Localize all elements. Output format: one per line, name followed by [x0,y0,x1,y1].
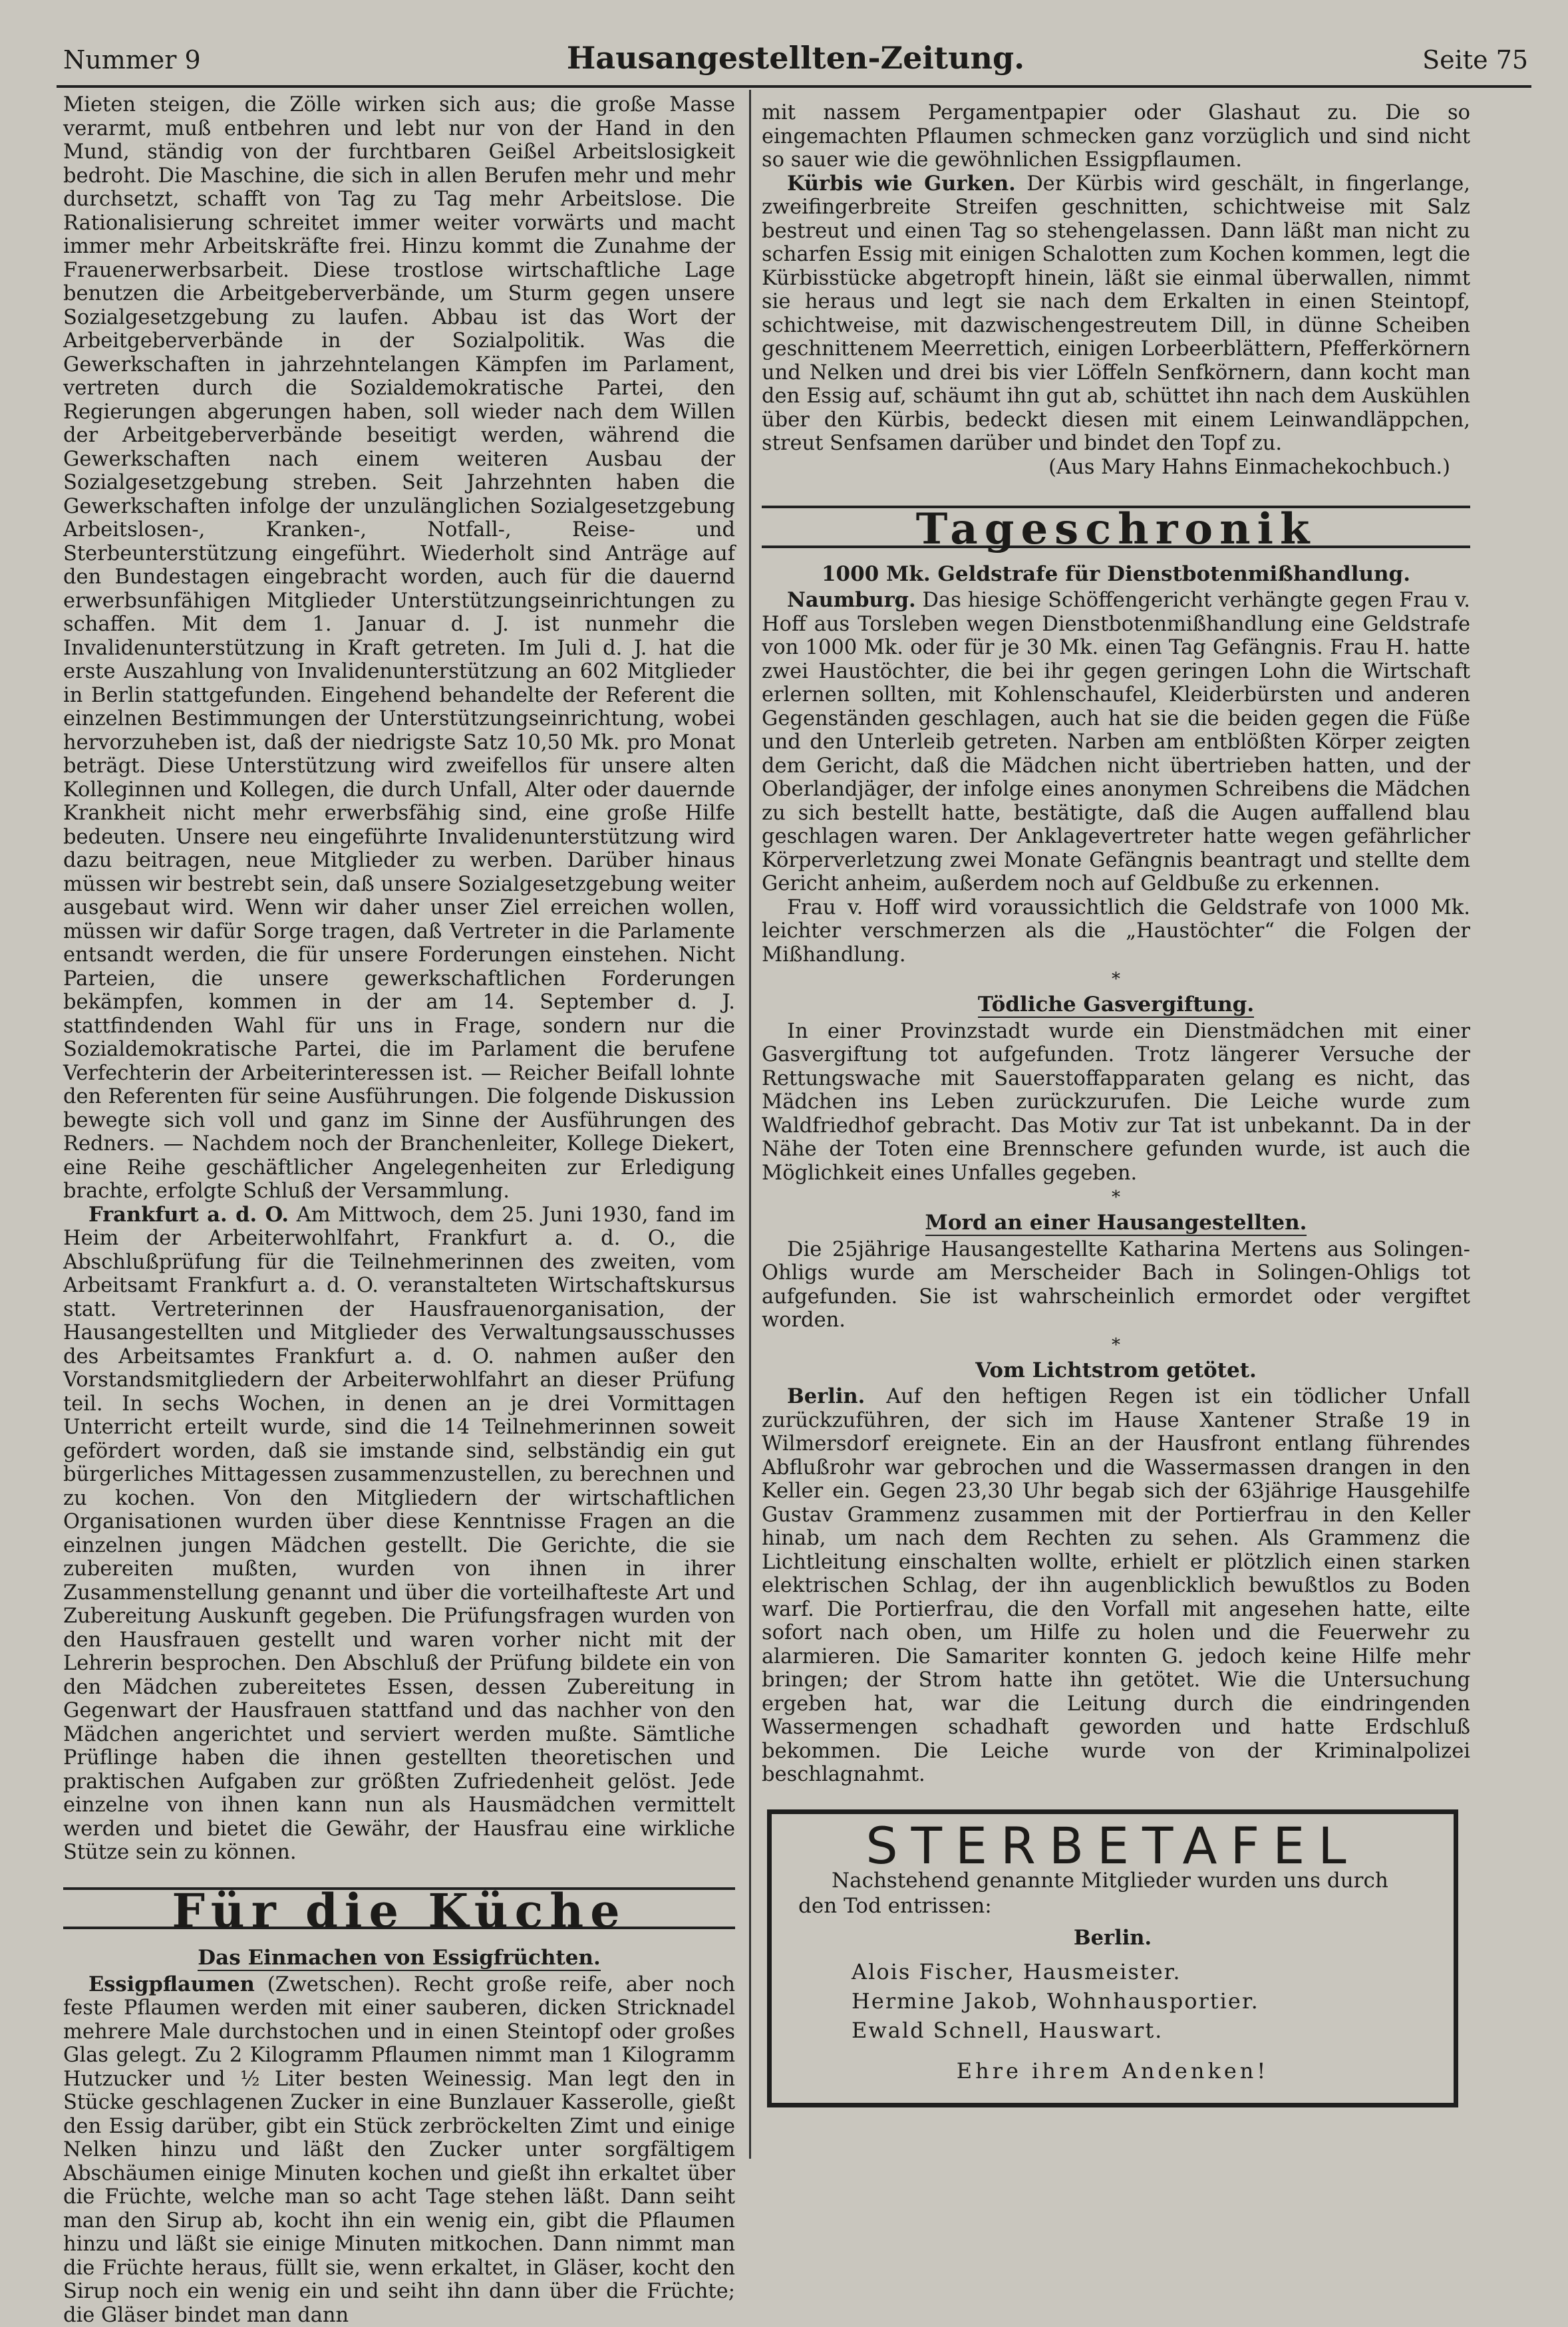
electrocution-article-paragraph [762,1385,1470,1787]
right-column [762,101,1470,2107]
essigpflaumen-paragraph [63,1973,735,2327]
obituary-title: STERBETAFEL [798,1834,1427,1858]
page-header [63,40,1528,80]
gas-article-title-text: Tödliche Gasvergiftung. [978,993,1254,1018]
separator-asterisk: * [762,1187,1470,1207]
murder-article-title-text: Mord an einer Hausangestellten. [925,1211,1307,1236]
frankfurt-paragraph [63,1203,735,1865]
separator-asterisk: * [762,969,1470,989]
electrocution-article-text: Auf den heftigen Regen ist ein tödlicher Unfall zurückzuführen, der sich im Hause Xantener Straße 19 in Wilmersdorf ereignete. Ein an der Hausfront entlang führendes Abflußrohr war gebrochen und die Wassermassen drangen in den Keller ein. Gegen 23,30 Uhr begab sich der 63jährige Hausgehilfe Gustav Grammenz zusammen mit der Portierfrau in den Keller hinab, um nach dem Rechten zu sehen. Als Grammenz die Lichtleitung einschalten wollte, erhielt er plötzlich einen starken elektrischen Schlag, der ihn augenblicklich bewußtlos zu Boden warf. Die Portierfrau, die den Vorfall mit angesehen hatte, eilte sofort nach oben, um Hilfe zu holen und die Feuerwehr zu alarmieren. Die Samariter konnten G. jedoch keine Hilfe mehr bringen; der Strom hatte ihn getötet. Wie die Untersuchung ergeben hat, war die Leitung durch die eindringenden Wassermengen schadhaft geworden und hatte Erdschluß bekommen. Die Leiche wurde von der Kriminalpolizei beschlagnahmt. [762,1385,1470,1786]
obituary-footer: Ehre ihrem Andenken! [798,2060,1427,2084]
murder-article-title [762,1211,1470,1235]
left-column [63,93,735,2327]
union-report-paragraph: Mieten steigen, die Zölle wirken sich aus; die große Masse verarmt, muß entbehren und lebt nur von der Hand in den Mund, ständig von der furchtbaren Geißel Arbeitslosigkeit bedroht. Die Maschine, die sich in allen Berufen mehr und mehr durchsetzt, schafft von Tag zu Tag mehr Arbeitslose. Die Rationalisierung schreitet immer weiter vorwärts und macht immer mehr Arbeitskräfte frei. Hinzu kommt die Zunahme der Frauenerwerbsarbeit. Diese trostlose wirtschaftliche Lage benutzen die Arbeitgeberverbände, um Sturm gegen unsere Sozialgesetzgebung zu laufen. Abbau ist das Wort der Arbeitgeberverbände in der Sozialpolitik. Was die Gewerkschaften in jahrzehntelangen Kämpfen im Parlament, vertreten durch die Sozialdemokratische Partei, den Regierungen abgerungen haben, soll wieder nach dem Willen der Arbeitgeberverbände beseitigt werden, während die Gewerkschaften nach einem weiteren Ausbau der Sozialgesetzgebung streben. Seit Jahrzehnten haben die Gewerkschaften infolge der unzulänglichen Sozialgesetzgebung Arbeitslosen-, Kranken-, Notfall-, Reise- und Sterbeunterstützung eingeführt. Wiederholt sind Anträge auf den Bundestagen eingebracht worden, auch für die dauernd erwerbsunfähigen Mitglieder Unterstützungseinrichtungen zu schaffen. Mit dem 1. Januar d. J. ist nunmehr die Invalidenunterstützung in Kraft getreten. Im Juli d. J. hat die erste Auszahlung von Invalidenunterstützung an 602 Mitglieder in Berlin stattgefunden. Eingehend behandelte der Referent die einzelnen Bestimmungen der Unterstützungseinrichtung, wobei hervorzuheben ist, daß der niedrigste Satz 10,50 Mk. pro Monat beträgt. Diese Unterstützung wird zweifellos für unsere alten Kolleginnen und Kollegen, die durch Unfall, Alter oder dauernde Krankheit nicht mehr erwerbsfähig sind, eine große Hilfe bedeuten. Unsere neu eingeführte Invalidenunterstützung wird dazu beitragen, neue Mitglieder zu werben. Darüber hinaus müssen wir bestrebt sein, daß unsere Sozialgesetzgebung weiter ausgebaut wird. Wenn wir daher unser Ziel erreichen wollen, müssen wir dafür Sorge tragen, daß Vertreter in die Parlamente entsandt werden, die für unsere Forderungen einstehen. Nicht Parteien, die unsere gewerkschaftlichen Forderungen bekämpfen, kommen in der am 14. September d. J. stattfindenden Wahl für uns in Frage, sondern nur die Sozialdemokratische Partei, die im Parlament die berufene Verfechterin der Arbeiterinteressen ist. — Reicher Beifall lohnte den Referenten für seine Ausführungen. Die folgende Diskussion bewegte sich voll und ganz im Sinne der Ausführungen des Redners. — Nachdem noch der Branchenleiter, Kollege Diekert, eine Reihe geschäftlicher Angelegenheiten zur Erledigung brachte, erfolgte Schluß der Versammlung. [63,93,735,1203]
fine-article-title: 1000 Mk. Geldstrafe für Dienstbotenmißhandlung. [762,563,1470,587]
obituary-name: Hermine Jakob, Wohnhausportier. [798,1986,1427,2016]
obituary-intro: Nachstehend genannte Mitglieder wurden uns durch den Tod entrissen: [798,1868,1427,1919]
frankfurt-keyword: Frankfurt a. d. O. [88,1203,289,1227]
kuerbis-keyword: Kürbis wie Gurken. [787,172,1016,196]
separator-asterisk: * [762,1335,1470,1355]
kuerbis-text: Der Kürbis wird geschält, in fingerlange, zweifingerbreite Streifen geschnitten, schichtweise mit Salz bestreut und einen Tag so stehengelassen. Dann läßt man nicht zu scharfen Essig mit einigen Schalotten zum Kochen kommen, legt die Kürbisstücke abgetropft hinein, läßt sie einmal überwallen, nimmt sie heraus und legt sie nach dem Erkalten in einen Steintopf, schichtweise, mit dazwischengestreutem Dill, in dünne Scheiben geschnittenem Meerrettich, einigen Lorbeerblättern, Pfefferkörnern und Nelken und drei bis vier Löffeln Senfkörnern, dann kocht man den Essig auf, schäumt ihn gut ab, schüttet ihn nach dem Auskühlen über den Kürbis, bedeckt diesen mit einem Leinwandläppchen, streut Senfsamen darüber und bindet den Topf zu. [762,172,1470,456]
berlin-keyword: Berlin. [787,1384,865,1408]
kitchen-section-heading: Für die Küche [63,1887,735,1930]
naumburg-keyword: Naumburg. [787,588,916,612]
electrocution-article-title: Vom Lichtstrom getötet. [762,1359,1470,1383]
chronicle-section-heading: Tageschronik [762,506,1470,548]
issue-number: Nummer 9 [63,45,201,75]
header-rule [57,85,1531,88]
fine-article-text: Das hiesige Schöffengericht verhängte gegen Frau v. Hoff aus Torsleben wegen Dienstbotenmißhandlung eine Geldstrafe von 1000 Mk. oder für je 30 Mk. einen Tag Gefängnis. Frau H. hatte zwei Haustöchter, die bei ihr gegen geringen Lohn die Wirtschaft erlernen sollten, mit Kohlenschaufel, Kleiderbürsten und anderen Gegenständen geschlagen, auch hat sie die beiden gegen die Füße und den Unterleib getreten. Narben am entblößten Körper zeigten dem Gericht, daß die Mädchen nicht übertrieben hatten, und der Oberlandjäger, der infolge eines anonymen Schreibens die Mädchen zu sich bestellt hatte, bestätigte, daß die Augen auffallend blau geschlagen waren. Der Anklagevertreter hatte wegen gefährlicher Körperverletzung zwei Monate Gefängnis beantragt und stellte dem Gericht anheim, außerdem noch auf Geldbuße zu erkennen. [762,589,1470,895]
essigpflaumen-keyword: Essigpflaumen [88,1972,255,1996]
obituary-name: Ewald Schnell, Hauswart. [798,2016,1427,2045]
gas-article-title [762,993,1470,1017]
kuerbis-paragraph [762,172,1470,456]
obituary-box [767,1809,1458,2108]
column-divider [749,90,751,2159]
obituary-city: Berlin. [798,1927,1427,1950]
murder-article-paragraph: Die 25jährige Hausangestellte Katharina Mertens aus Solingen-Ohligs wurde am Merscheider Bach in Solingen-Ohligs tot aufgefunden. Sie ist wahrscheinlich ermordet oder vergiftet worden. [762,1238,1470,1332]
recipe-source: (Aus Mary Hahns Einmachekochbuch.) [762,456,1470,480]
frankfurt-text: Am Mittwoch, dem 25. Juni 1930, fand im Heim der Arbeiterwohlfahrt, Frankfurt a. d. O., die Abschlußprüfung für die Teilnehmerinnen des zweiten, vom Arbeitsamt Frankfurt a. d. O. veranstalteten Wirtschaftskursus statt. Vertreterinnen der Hausfrauenorganisation, der Hausangestellten und Mitglieder des Verwaltungsausschusses des Arbeitsamtes Frankfurt a. d. O. nahmen außer den Vorstandsmitgliedern der Arbeiterwohlfahrt an dieser Prüfung teil. In sechs Wochen, in denen an je drei Vormittagen Unterricht erteilt wurde, sind die 14 Teilnehmerinnen soweit gefördert worden, daß sie imstande sind, selbständig ein gut bürgerliches Mittagessen zusammenzustellen, zu berechnen und zu kochen. Von den Mitgliedern der wirtschaftlichen Organisationen wurden über diese Kenntnisse Fragen an die einzelnen jungen Mädchen gestellt. Die Gerichte, die sie zubereiten mußten, wurden von ihnen in ihrer Zusammenstellung genannt und über die vorteilhafteste Art und Zubereitung Auskunft gegeben. Die Prüfungsfragen wurden von den Hausfrauen gestellt und waren vorher nicht mit der Lehrerin besprochen. Den Abschluß der Prüfung bildete ein von den Mädchen zubereitetes Essen, dessen Zubereitung in Gegenwart der Hausfrauen stattfand und das nachher von den Mädchen angerichtet und serviert werden mußte. Sämtliche Prüflinge haben die ihnen gestellten theoretischen und praktischen Aufgaben zur größten Zufriedenheit gelöst. Jede einzelne von ihnen kann nun als Hausmädchen vermittelt werden und bietet die Gewähr, der Hausfrau eine wirkliche Stütze sein zu können. [63,1203,735,1865]
einmachen-title [63,1946,735,1970]
fine-article-paragraph [762,589,1470,896]
obituary-name: Alois Fischer, Hausmeister. [798,1957,1427,1986]
essigpflaumen-text: (Zwetschen). Recht große reife, aber noch feste Pflaumen werden mit einer sauberen, dicken Stricknadel mehrere Male durchstochen und in einen Steintopf oder großes Glas gelegt. Zu 2 Kilogramm Pflaumen nimmt man 1 Kilogramm Hutzucker und ½ Liter besten Weinessig. Man legt den in Stücke geschlagenen Zucker in eine Bunzlauer Kasserolle, gießt den Essig darüber, gibt ein Stück zerbröckelten Zimt und einige Nelken hinzu und läßt den Zucker unter sorgfältigem Abschäumen einige Minuten kochen und gießt ihn erkaltet über die Früchte, welche man so acht Tage stehen läßt. Dann seiht man den Sirup ab, kocht ihn ein wenig ein, gibt die Pflaumen hinzu und läßt sie einige Minuten mitkochen. Dann nimmt man die Früchte heraus, füllt sie, wenn erkaltet, in Gläser, kocht den Sirup noch ein wenig ein und seiht ihn dann über die Früchte; die Gläser bindet man dann [63,1973,735,2327]
page-number: Seite 75 [1422,45,1528,75]
einmachen-title-text: Das Einmachen von Essigfrüchten. [198,1946,601,1971]
recipe-continuation: mit nassem Pergamentpapier oder Glashaut zu. Die so eingemachten Pflaumen schmecken ganz vorzüglich und sind nicht so sauer wie die gewöhnlichen Essigpflaumen. [762,101,1470,172]
fine-article-paragraph-2: Frau v. Hoff wird voraussichtlich die Geldstrafe von 1000 Mk. leichter verschmerzen als die „Haustöchter“ die Folgen der Mißhandlung. [762,896,1470,967]
newspaper-title: Hausangestellten-Zeitung. [63,40,1528,76]
gas-article-paragraph: In einer Provinzstadt wurde ein Dienstmädchen mit einer Gasvergiftung tot aufgefunden. Trotz längerer Versuche der Rettungswache mit Sauerstoffapparaten gelang es nicht, das Mädchen ins Leben zurückzurufen. Die Leiche wurde zum Waldfriedhof gebracht. Das Motiv zur Tat ist unbekannt. Da in der Nähe der Toten eine Brennschere gefunden wurde, ist auch die Möglichkeit eines Unfalles gegeben. [762,1020,1470,1185]
